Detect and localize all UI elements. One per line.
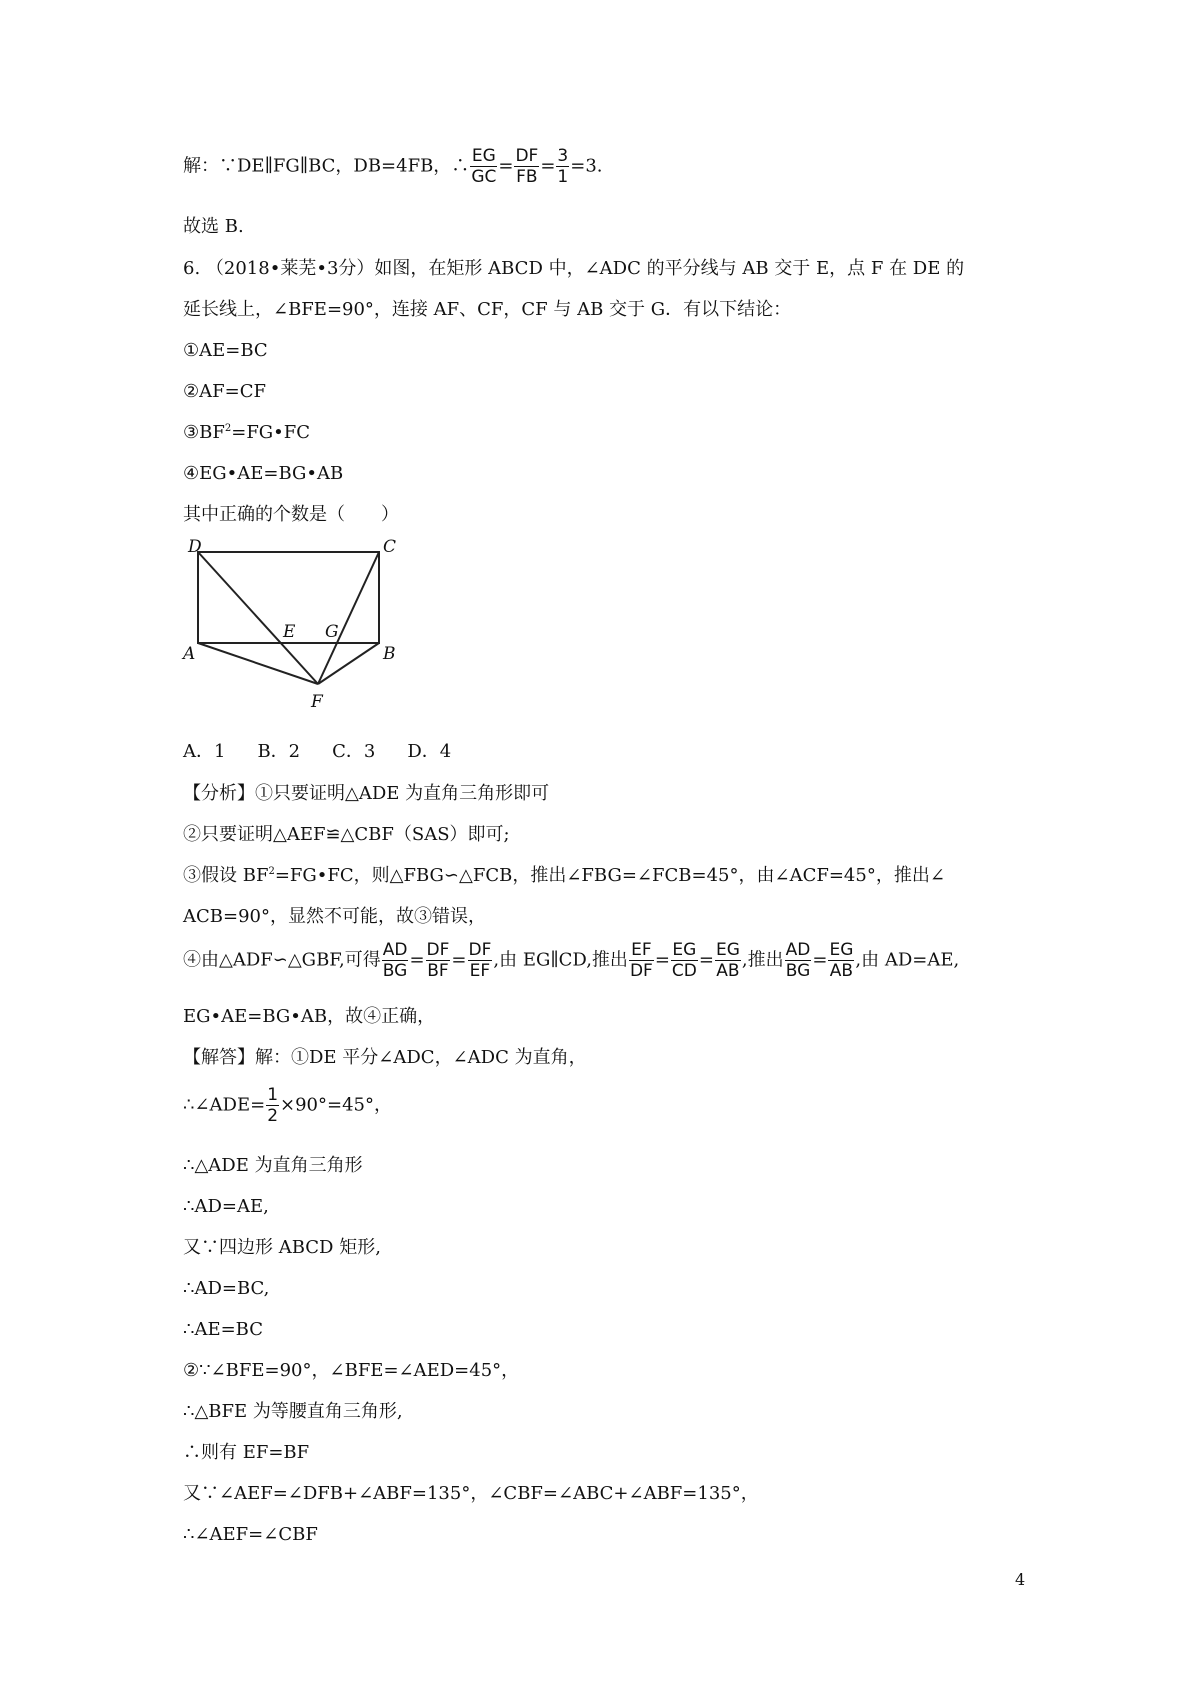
numerator: DF <box>426 940 450 960</box>
fraction <box>266 1085 279 1126</box>
analysis-line-6: EG•AE=BG•AB，故④正确， <box>183 1006 436 1027</box>
text: ,推出 <box>741 949 784 971</box>
numerator: 3 <box>557 146 569 166</box>
answer-line-7: ∴AE=BC <box>183 1319 264 1340</box>
page-number: 4 <box>1015 1570 1026 1589</box>
options-row <box>183 740 483 764</box>
fraction <box>785 940 812 981</box>
analysis-line-2: ②只要证明△AEF≌△CBF（SAS）即可; <box>183 824 510 845</box>
conclusion-4: ④EG•AE=BG•AB <box>183 463 344 484</box>
fraction <box>426 940 451 981</box>
analysis-line-1: 【分析】①只要证明△ADE 为直角三角形即可 <box>183 783 550 804</box>
numerator: EG <box>471 146 496 166</box>
fraction <box>828 940 854 981</box>
text: =3. <box>570 155 603 177</box>
fraction <box>629 940 654 981</box>
numerator: EG <box>672 940 697 960</box>
question-line-2: 延长线上，∠BFE=90°，连接 AF、CF，CF 与 AB 交于 G．有以下结论： <box>183 299 792 320</box>
numerator: AD <box>785 940 811 960</box>
label-c: C <box>383 537 397 557</box>
answer-line-8: ②∵∠BFE=90°，∠BFE=∠AED=45°， <box>183 1360 520 1381</box>
denominator: BF <box>427 961 449 981</box>
answer-line-10: ∴则有 EF=BF <box>183 1442 310 1463</box>
rectangle-figure <box>180 535 410 715</box>
denominator: AB <box>716 961 740 981</box>
denominator: 2 <box>267 1106 279 1126</box>
text: =FG•FC，则△FBG∽△FCB，推出∠FBG=∠FCB=45°，由∠ACF=45°，推出∠ <box>274 865 945 886</box>
text: ∴∠ADE= <box>183 1094 266 1116</box>
text: ×90°=45°， <box>280 1094 392 1116</box>
answer-line-6: ∴AD=BC, <box>183 1278 270 1299</box>
conclusion-2: ②AF=CF <box>183 381 266 402</box>
denominator: GC <box>471 167 497 187</box>
fraction <box>468 940 493 981</box>
analysis-line-3 <box>183 864 945 888</box>
conclusion-3 <box>183 421 310 445</box>
analysis-line-4: ACB=90°，显然不可能，故③错误， <box>183 906 486 927</box>
analysis-line-5: ④由△ADF∽△GBF,可得 $\frac{AD}{BG}$ = $\frac{DF}{BF}$ = $\frac{DF}{EF}$ ,由 EG∥CD,推出 $\frac{EF}{DF}$ = $\frac{EG}{CD}$ = $\frac{EG}{AB}$ ,推出 $\frac{AD}{BG}$ = $\frac{EG}{AB}$ ,由 AD=AE, <box>183 940 960 981</box>
numerator: DF <box>515 146 539 166</box>
denominator: BG <box>382 961 408 981</box>
text: ,由 EG∥CD,推出 <box>493 949 628 971</box>
conclusion-1: ①AE=BC <box>183 340 268 361</box>
prev-choice: 故选 B. <box>183 216 244 237</box>
denominator: DF <box>629 961 653 981</box>
text: ④由△ADF∽△GBF,可得 <box>183 949 381 971</box>
fraction <box>556 146 569 187</box>
option-c: C．3 <box>332 741 376 762</box>
superscript: 2 <box>224 423 232 434</box>
answer-line-9: ∴△BFE 为等腰直角三角形, <box>183 1401 403 1422</box>
denominator: FB <box>516 167 538 187</box>
denominator: EF <box>469 961 491 981</box>
answer-line-12: ∴∠AEF=∠CBF <box>183 1524 318 1545</box>
text: ,由 AD=AE, <box>855 949 960 971</box>
numerator: EG <box>829 940 854 960</box>
label-a: A <box>183 644 196 664</box>
fraction <box>382 940 409 981</box>
denominator: AB <box>829 961 854 981</box>
answer-line-11: 又∵∠AEF=∠DFB+∠ABF=135°，∠CBF=∠ABC+∠ABF=135°， <box>183 1483 759 1504</box>
denominator: BG <box>785 961 811 981</box>
answer-line-3: ∴△ADE 为直角三角形 <box>183 1155 363 1176</box>
numerator: DF <box>468 940 492 960</box>
fraction <box>514 146 539 187</box>
option-b: B．2 <box>257 741 301 762</box>
fraction <box>715 940 741 981</box>
text: ③假设 BF <box>183 865 269 886</box>
answer-line-4: ∴AD=AE, <box>183 1196 269 1217</box>
answer-line-1: 【解答】解：①DE 平分∠ADC，∠ADC 为直角， <box>183 1047 587 1068</box>
question-ask: 其中正确的个数是（ ） <box>183 504 399 525</box>
numerator: EF <box>629 940 654 961</box>
fraction <box>470 146 497 187</box>
label-e: E <box>283 622 296 642</box>
label-b: B <box>383 644 396 664</box>
text: 解：∵DE∥FG∥BC，DB=4FB，∴ <box>183 155 470 177</box>
fraction <box>671 940 698 981</box>
answer-line-5: 又∵四边形 ABCD 矩形, <box>183 1237 381 1258</box>
answer-line-2 <box>183 1085 392 1126</box>
denominator: CD <box>671 961 697 981</box>
superscript: 2 <box>268 866 275 877</box>
question-line-1: 6. （2018•莱芜•3分）如图，在矩形 ABCD 中，∠ADC 的平分线与 AB 交于 E，点 F 在 DE 的 <box>183 258 965 279</box>
label-f: F <box>311 692 323 712</box>
label-g: G <box>325 622 339 642</box>
label-d: D <box>188 537 202 557</box>
text: ③BF <box>183 422 225 443</box>
option-d: D．4 <box>407 741 452 762</box>
prev-solution-line: 解：∵DE∥FG∥BC，DB=4FB，∴ $\frac{EG}{GC}$ = $\frac{DF}{FB}$ = $\frac{3}{1}$ =3. <box>183 146 603 187</box>
text: =FG•FC <box>231 422 311 443</box>
numerator: 1 <box>267 1085 279 1105</box>
numerator: EG <box>715 940 740 960</box>
numerator: AD <box>382 940 408 960</box>
option-a: A．1 <box>183 741 226 762</box>
denominator: 1 <box>557 167 569 187</box>
